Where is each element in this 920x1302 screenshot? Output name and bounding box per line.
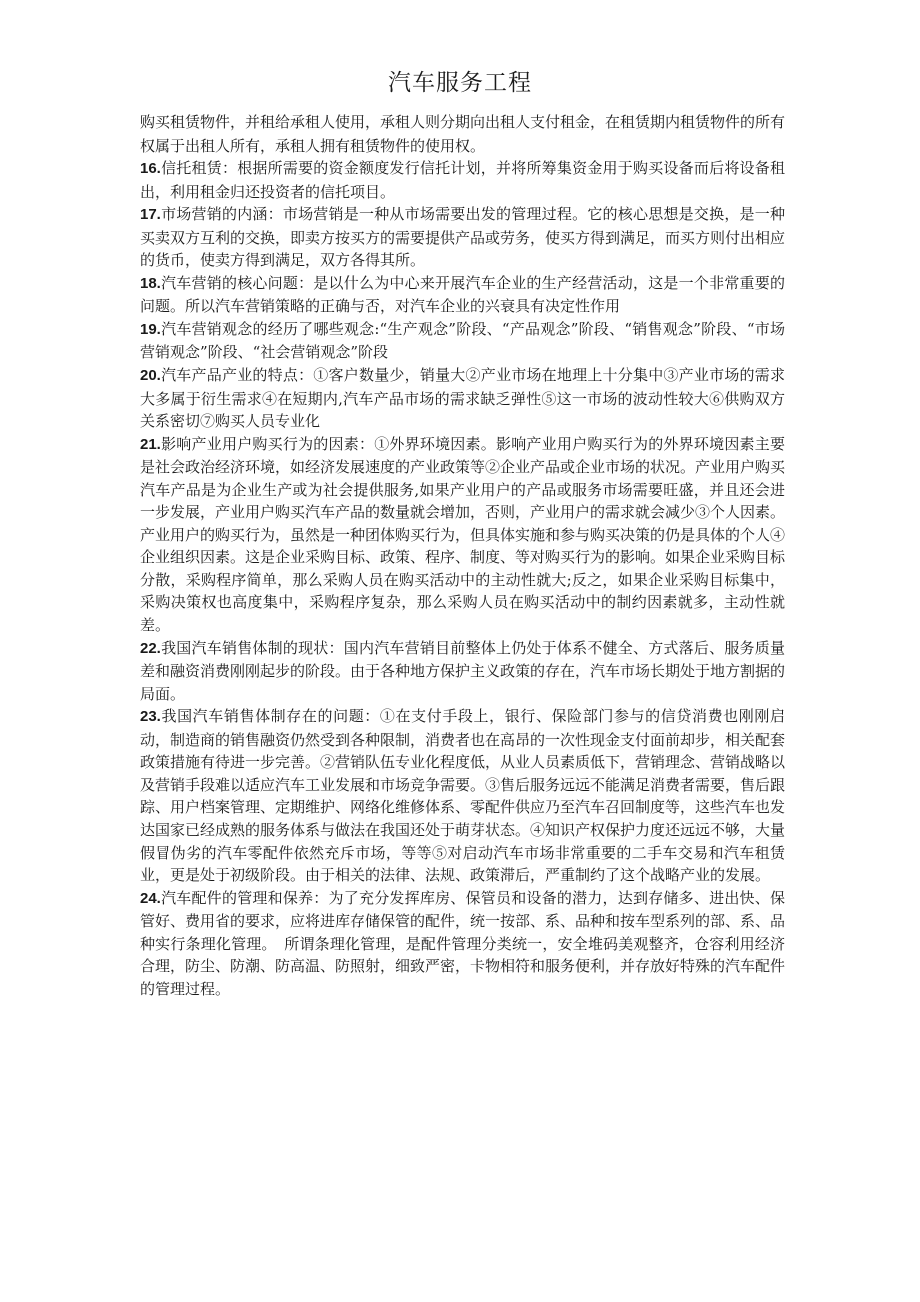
paragraph-text: 汽车产品产业的特点：①客户数量少，销量大②产业市场在地理上十分集中③产业市场的需求大多属于衍生需求④在短期内,汽车产品市场的需求缺乏弹性⑤这一市场的波动性较大⑥供购双方关系密切⑦购买人员专业化 bbox=[140, 366, 785, 431]
item-number: 20. bbox=[140, 367, 161, 385]
paragraph-16-trust-leasing bbox=[140, 157, 785, 203]
document-body bbox=[140, 111, 785, 1000]
paragraph-text: 汽车营销观念的经历了哪些观念:“生产观念”阶段、“产品观念”阶段、“销售观念”阶段、“市场营销观念”阶段、“社会营销观念”阶段 bbox=[140, 319, 785, 362]
paragraph-text: 汽车配件的管理和保养：为了充分发挥库房、保管员和设备的潜力，达到存储多、进出快、保管好、费用省的要求，应将进库存储保管的配件，统一按部、系、品种和按车型系列的部、系、品种实行条理化管理。 所谓条理化管理，是配件管理分类统一，安全堆码美观整齐，仓容利用经济合理，防尘、防潮、防高温、防照射，细致严密，卡物相符和服务便利，并存放好特殊的汽车配件的管理过程。 bbox=[140, 888, 786, 998]
paragraph-19-marketing-concepts bbox=[140, 318, 785, 364]
paragraph-23-sales-system-problems bbox=[140, 705, 785, 886]
paragraph-text: 我国汽车销售体制的现状：国内汽车营销目前整体上仍处于体系不健全、方式落后、服务质量差和融资消费刚刚起步的阶段。由于各种地方保护主义政策的存在，汽车市场长期处于地方割据的局面。 bbox=[140, 638, 786, 703]
item-number: 16. bbox=[140, 160, 161, 178]
paragraph-text: 市场营销的内涵：市场营销是一种从市场需要出发的管理过程。它的核心思想是交换，是一种买卖双方互利的交换，即卖方按买方的需要提供产品或劳务，使买方得到满足，而买方则付出相应的货币，使卖方得到满足，双方各得其所。 bbox=[140, 205, 786, 270]
paragraph-text: 信托租赁：根据所需要的资金额度发行信托计划，并将所筹集资金用于购买设备而后将设备租出，利用租金归还投资者的信托项目。 bbox=[140, 159, 785, 201]
item-number: 23. bbox=[140, 708, 161, 726]
item-number: 22. bbox=[140, 639, 161, 657]
paragraph-24-parts-management bbox=[140, 887, 785, 1001]
item-number: 18. bbox=[140, 274, 161, 292]
document-title: 汽车服务工程 bbox=[388, 70, 532, 96]
paragraph-18-core-issue bbox=[140, 272, 785, 318]
paragraph-17-marketing-meaning bbox=[140, 203, 785, 272]
item-number: 24. bbox=[140, 889, 161, 907]
paragraph-text: 购买租赁物件，并租给承租人使用，承租人则分期向出租人支付租金，在租赁期内租赁物件的所有权属于出租人所有，承租人拥有租赁物件的使用权。 bbox=[140, 113, 786, 155]
paragraph-text: 我国汽车销售体制存在的问题：①在支付手段上，银行、保险部门参与的信贷消费也刚刚启动，制造商的销售融资仍然受到各种限制，消费者也在高昂的一次性现金支付面前却步，相关配套政策措施有待进一步完善。②营销队伍专业化程度低，从业人员素质低下，营销理念、营销战略以及营销手段难以适应汽车工业发展和市场竞争需要。③售后服务远远不能满足消费者需要，售后跟踪、用户档案管理、定期维护、网络化维修体系、零配件供应乃至汽车召回制度等，这些汽车也发达国家已经成熟的服务体系与做法在我国还处于萌芽状态。④知识产权保护力度还远远不够，大量假冒伪劣的汽车零配件依然充斥市场，等等⑤对启动汽车市场非常重要的二手车交易和汽车租赁业，更是处于初级阶段。由于相关的法律、法规、政策滞后，严重制约了这个战略产业的发展。 bbox=[140, 707, 786, 885]
paragraph-21-purchase-factors bbox=[140, 433, 785, 637]
paragraph-22-sales-system-status bbox=[140, 637, 785, 706]
item-number: 17. bbox=[140, 206, 161, 224]
paragraph-text: 影响产业用户购买行为的因素：①外界环境因素。影响产业用户购买行为的外界环境因素主要是社会政治经济环境，如经济发展速度的产业政策等②企业产品或企业市场的状况。产业用户购买汽车产品是为企业生产或为社会提供服务,如果产业用户的产品或服务市场需要旺盛，并且还会进一步发展，产业用户购买汽车产品的数量就会增加，否则，产业用户的需求就会减少③个人因素。产业用户的购买行为，虽然是一种团体购买行为，但具体实施和参与购买决策的仍是具体的个人④企业组织因素。这是企业采购目标、政策、程序、制度、等对购买行为的影响。如果企业采购目标分散，采购程序简单，那么采购人员在购买活动中的主动性就大;反之，如果企业采购目标集中，采购决策权也高度集中，采购程序复杂，那么采购人员在购买活动中的制约因素就多，主动性就差。 bbox=[140, 434, 786, 635]
paragraph-20-industry-features bbox=[140, 364, 785, 433]
paragraph-text: 汽车营销的核心问题：是以什么为中心来开展汽车企业的生产经营活动，这是一个非常重要的问题。所以汽车营销策略的正确与否，对汽车企业的兴衰具有决定性作用 bbox=[140, 273, 785, 316]
item-number: 19. bbox=[140, 320, 161, 338]
paragraph-intro-continued bbox=[140, 111, 785, 157]
item-number: 21. bbox=[140, 435, 161, 453]
